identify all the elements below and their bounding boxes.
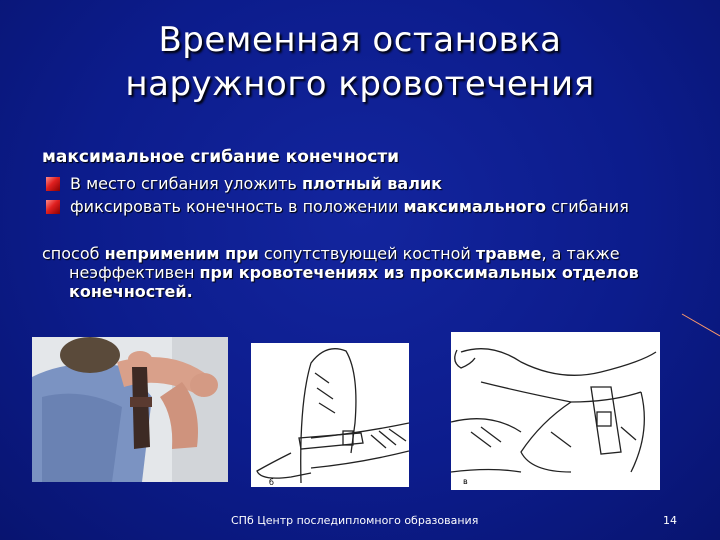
footer-organization: СПб Центр последипломного образования [231, 514, 479, 527]
bullet-item-1 [46, 174, 442, 193]
title-line-1: Временная остановка [158, 20, 562, 60]
bullet-text [70, 174, 442, 193]
slide-title [60, 18, 660, 106]
paragraph-line-3 [42, 282, 692, 301]
figure-c-label: в [463, 477, 468, 486]
photo-illustration [32, 337, 228, 482]
bullet-square-icon [46, 177, 60, 191]
section-heading: максимальное сгибание конечности [42, 147, 400, 167]
note-paragraph [42, 244, 692, 301]
page-number: 14 [663, 514, 677, 527]
para-text: неэффективен [69, 263, 200, 282]
para-bold: конечностей. [69, 282, 193, 301]
paragraph-line-1 [42, 244, 620, 263]
figure-c-illustration [451, 332, 660, 490]
bullet-text-bold: максимального [403, 197, 546, 216]
para-bold: при кровотечениях из проксимальных отделов [199, 263, 639, 282]
bullet-item-2 [46, 197, 629, 216]
title-line-2: наружного кровотечения [125, 64, 595, 104]
light-streak-decoration [680, 300, 720, 340]
bullet-text [70, 197, 629, 216]
bullet-text-bold: плотный валик [301, 174, 443, 193]
bullet-text-plain: В место сгибания уложить [70, 174, 302, 193]
bullet-text-plain: фиксировать конечность в положении [70, 197, 404, 216]
para-text: сопутствующей костной [258, 244, 476, 263]
figure-knee-flexion [251, 343, 409, 487]
bullet-square-icon [46, 200, 60, 214]
para-bold: травме [475, 244, 542, 263]
bullet-text-after: сгибания [545, 197, 629, 216]
photo-arm-flexion [32, 337, 228, 482]
paragraph-line-2 [42, 263, 692, 282]
para-text: , а также [541, 244, 620, 263]
para-bold: неприменим при [104, 244, 259, 263]
figure-b-label: б [269, 478, 274, 487]
para-text: способ [42, 244, 105, 263]
figure-hip-flexion [451, 332, 660, 490]
figure-b-illustration [251, 343, 409, 487]
